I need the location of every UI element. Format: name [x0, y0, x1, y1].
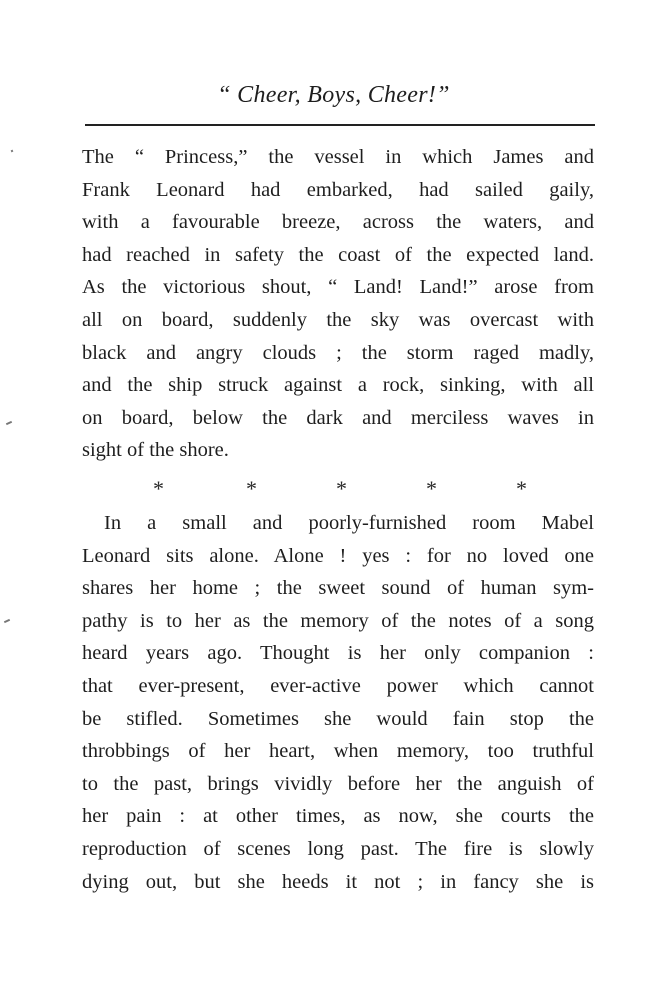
text-line: had reached in safety the coast of the expected land.: [82, 243, 594, 266]
margin-speck: [11, 150, 14, 153]
paragraph-1: [82, 141, 594, 467]
text-line: be stifled. Sometimes she would fain stop the: [82, 707, 594, 730]
text-line: pathy is to her as the memory of the notes of a song: [82, 609, 594, 632]
text-line: The “ Princess,” the vessel in which James and: [82, 146, 594, 168]
section-break-star: *: [426, 476, 437, 501]
section-break-star: *: [516, 476, 527, 501]
paragraph-2: [82, 507, 594, 898]
margin-speck: [6, 421, 12, 425]
header-rule: [85, 124, 595, 126]
text-line: to the past, brings vividly before her the anguish of: [82, 772, 594, 795]
text-line: In a small and poorly-furnished room Mabel: [104, 512, 594, 534]
text-line: black and angry clouds ; the storm raged madly,: [82, 341, 594, 364]
text-line: and the ship struck against a rock, sinking, with all: [82, 374, 594, 397]
text-line: that ever-present, ever-active power which cannot: [82, 674, 594, 697]
text-line: reproduction of scenes long past. The fire is slowly: [82, 837, 594, 860]
text-line: with a favourable breeze, across the waters, and: [82, 211, 594, 234]
running-head: “ Cheer, Boys, Cheer!”: [217, 82, 450, 108]
text-line: dying out, but she heeds it not ; in fancy she is: [82, 870, 594, 893]
text-line: As the victorious shout, “ Land! Land!” arose from: [82, 276, 594, 299]
text-line: sight of the shore.: [82, 439, 229, 462]
text-line: all on board, suddenly the sky was overcast with: [82, 308, 594, 331]
section-break: [0, 476, 667, 506]
section-break-star: *: [336, 476, 347, 501]
text-line: Frank Leonard had embarked, had sailed gaily,: [82, 178, 594, 201]
section-break-star: *: [153, 476, 164, 501]
margin-speck: [4, 619, 10, 623]
text-line: throbbings of her heart, when memory, too truthful: [82, 740, 594, 763]
text-line: shares her home ; the sweet sound of human sym-: [82, 577, 594, 600]
text-line: Leonard sits alone. Alone ! yes : for no loved one: [82, 544, 594, 567]
section-break-star: *: [246, 476, 257, 501]
text-line: heard years ago. Thought is her only companion :: [82, 642, 594, 665]
text-line: her pain : at other times, as now, she courts the: [82, 805, 594, 828]
text-line: on board, below the dark and merciless waves in: [82, 406, 594, 429]
